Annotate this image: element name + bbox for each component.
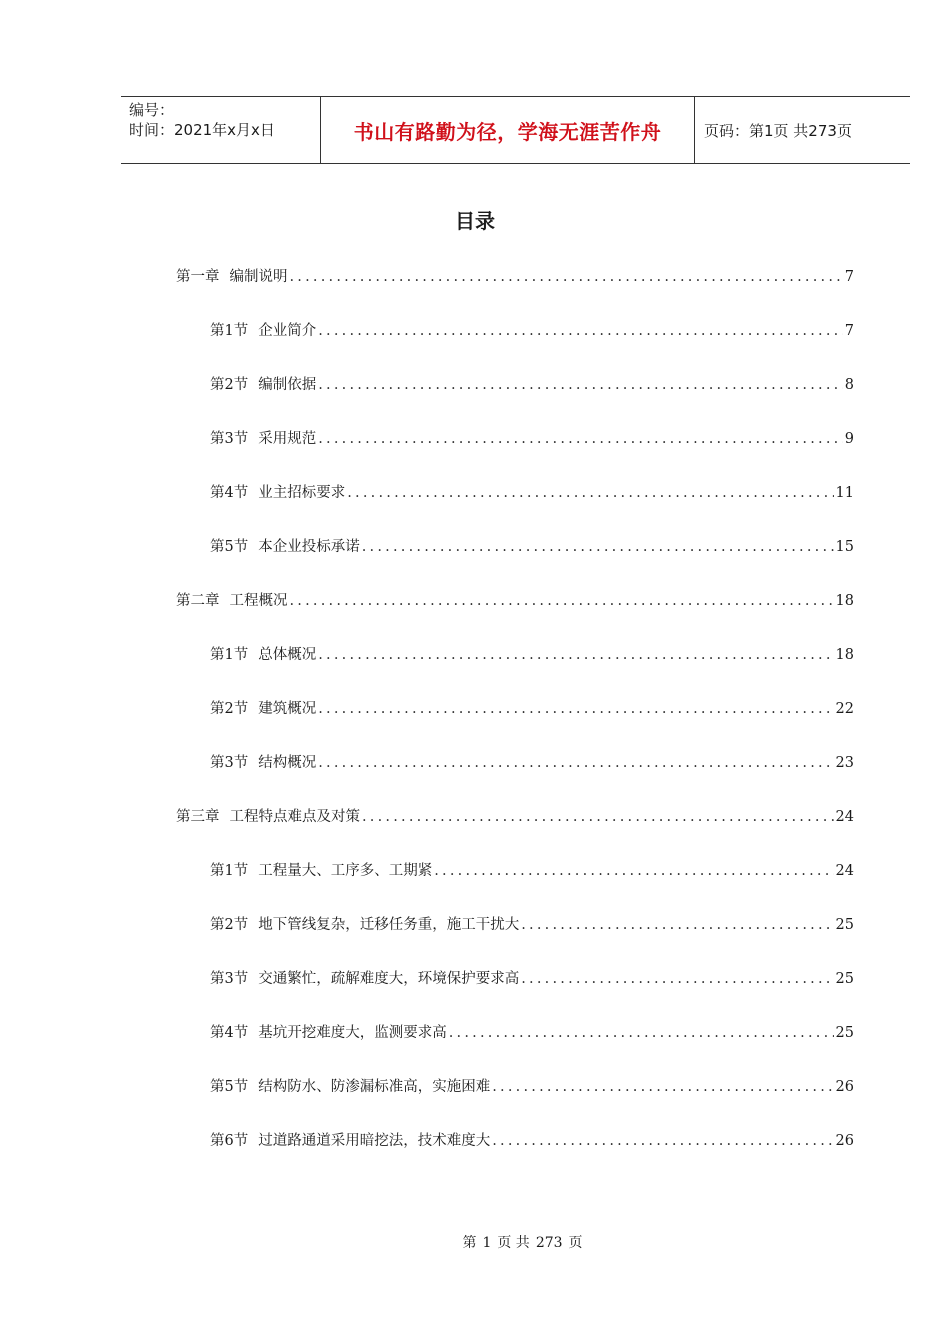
toc-entry-page-number: 26 xyxy=(835,1079,854,1095)
toc-entry-number: 第二章 xyxy=(176,593,220,609)
footer-mid: 页 共 xyxy=(497,1235,530,1251)
header-page-info: 页码：第1页 共273页 xyxy=(704,121,852,140)
toc-entry-number: 第1节 xyxy=(210,647,249,663)
toc-section-entry[interactable] xyxy=(210,643,854,667)
toc-chapter-entry[interactable] xyxy=(176,265,854,289)
toc-entry-label xyxy=(210,481,345,502)
toc-section-entry[interactable] xyxy=(210,1075,854,1099)
toc-entry-text: 工程量大、工序多、工期紧 xyxy=(258,863,433,879)
toc-entry-number: 第5节 xyxy=(210,1079,249,1095)
toc-entry-label xyxy=(210,1021,447,1042)
header-motto: 书山有路勤为径，学海无涯苦作舟 xyxy=(353,119,662,144)
toc-entry-page-number: 7 xyxy=(844,323,854,339)
toc-entry-page-number: 25 xyxy=(835,917,854,933)
toc-entry-text: 工程概况 xyxy=(229,593,288,609)
toc-entry-label xyxy=(210,751,316,772)
toc-entry-number: 第2节 xyxy=(210,701,249,717)
toc-entry-text: 编制说明 xyxy=(229,269,288,285)
toc-dot-leader xyxy=(288,269,843,285)
toc-dot-leader xyxy=(316,431,843,447)
toc-section-entry[interactable] xyxy=(210,967,854,991)
toc-dot-leader xyxy=(490,1079,833,1095)
toc-entry-text: 结构防水、防渗漏标准高，实施困难 xyxy=(258,1079,491,1095)
toc-dot-leader xyxy=(519,917,833,933)
toc-entry-text: 企业简介 xyxy=(258,323,317,339)
toc-section-entry[interactable] xyxy=(210,697,854,721)
toc-entry-number: 第3节 xyxy=(210,755,249,771)
toc-entry-number: 第1节 xyxy=(210,323,249,339)
toc-dot-leader xyxy=(316,647,833,663)
toc-entry-label xyxy=(210,967,519,988)
toc-entry-label xyxy=(210,859,432,880)
footer-prefix: 第 xyxy=(462,1235,477,1251)
toc-section-entry[interactable] xyxy=(210,751,854,775)
toc-entry-page-number: 23 xyxy=(835,755,854,771)
toc-entry-text: 结构概况 xyxy=(258,755,317,771)
toc-dot-leader xyxy=(490,1133,833,1149)
toc-entry-page-number: 25 xyxy=(835,971,854,987)
toc-dot-leader xyxy=(360,539,834,555)
toc-entry-label xyxy=(210,319,316,340)
toc-entry-text: 建筑概况 xyxy=(258,701,317,717)
toc-dot-leader xyxy=(316,701,833,717)
header-page-info-cell xyxy=(695,97,910,163)
toc-entry-number: 第一章 xyxy=(176,269,220,285)
toc-entry-text: 工程特点难点及对策 xyxy=(229,809,360,825)
toc-section-entry[interactable] xyxy=(210,481,854,505)
toc-chapter-entry[interactable] xyxy=(176,589,854,613)
toc-entry-text: 业主招标要求 xyxy=(258,485,346,501)
toc-entry-page-number: 7 xyxy=(844,269,854,285)
toc-title: 目录 xyxy=(455,209,495,233)
toc-dot-leader xyxy=(288,593,834,609)
toc-section-entry[interactable] xyxy=(210,859,854,883)
toc-entry-number: 第2节 xyxy=(210,917,249,933)
toc-entry-label xyxy=(176,805,360,826)
toc-entry-text: 地下管线复杂，迁移任务重，施工干扰大 xyxy=(258,917,520,933)
toc-entry-text: 总体概况 xyxy=(258,647,317,663)
toc-entry-label xyxy=(176,589,288,610)
toc-entry-label xyxy=(210,1075,490,1096)
toc-entry-page-number: 24 xyxy=(835,809,854,825)
toc-entry-page-number: 18 xyxy=(835,593,854,609)
toc-entry-number: 第3节 xyxy=(210,431,249,447)
toc-dot-leader xyxy=(316,323,843,339)
toc-entry-text: 基坑开挖难度大，监测要求高 xyxy=(258,1025,447,1041)
toc-section-entry[interactable] xyxy=(210,913,854,937)
toc-entry-label xyxy=(210,913,519,934)
toc-entry-label xyxy=(210,427,316,448)
toc-dot-leader xyxy=(345,485,833,501)
toc-dot-leader xyxy=(432,863,833,879)
toc-entry-page-number: 8 xyxy=(844,377,854,393)
toc-entry-text: 交通繁忙，疏解难度大，环境保护要求高 xyxy=(258,971,520,987)
header-time-label: 时间：2021年x月x日 xyxy=(129,121,275,139)
toc-entry-number: 第三章 xyxy=(176,809,220,825)
footer-current-page: 1 xyxy=(482,1235,492,1251)
toc-section-entry[interactable] xyxy=(210,1021,854,1045)
footer-total-pages: 273 xyxy=(535,1235,563,1251)
toc-entry-number: 第3节 xyxy=(210,971,249,987)
toc-dot-leader xyxy=(360,809,834,825)
toc-entry-page-number: 9 xyxy=(844,431,854,447)
footer-suffix: 页 xyxy=(568,1235,583,1251)
toc-entry-text: 采用规范 xyxy=(258,431,317,447)
toc-entry-label xyxy=(210,373,316,394)
toc-section-entry[interactable] xyxy=(210,535,854,559)
toc-entry-text: 过道路通道采用暗挖法，技术难度大 xyxy=(258,1133,491,1149)
toc-entry-page-number: 25 xyxy=(835,1025,854,1041)
toc-section-entry[interactable] xyxy=(210,427,854,451)
toc-dot-leader xyxy=(316,377,843,393)
toc-entry-number: 第4节 xyxy=(210,1025,249,1041)
toc-entry-number: 第6节 xyxy=(210,1133,249,1149)
header-number-label: 编号： xyxy=(129,101,175,119)
toc-entry-page-number: 18 xyxy=(835,647,854,663)
toc-entry-text: 本企业投标承诺 xyxy=(258,539,360,555)
toc-entry-page-number: 15 xyxy=(835,539,854,555)
toc-dot-leader xyxy=(519,971,833,987)
toc-entry-label xyxy=(210,535,360,556)
toc-section-entry[interactable] xyxy=(210,1129,854,1153)
toc-section-entry[interactable] xyxy=(210,319,854,343)
header-meta xyxy=(121,97,321,163)
toc-entry-page-number: 22 xyxy=(835,701,854,717)
toc-dot-leader xyxy=(447,1025,834,1041)
toc-entry-page-number: 24 xyxy=(835,863,854,879)
toc-chapter-entry[interactable] xyxy=(176,805,854,829)
toc-entry-page-number: 11 xyxy=(835,485,854,501)
document-header xyxy=(121,96,910,164)
toc-entry-page-number: 26 xyxy=(835,1133,854,1149)
header-motto-cell xyxy=(321,97,695,163)
toc-entry-number: 第5节 xyxy=(210,539,249,555)
toc-entry-number: 第2节 xyxy=(210,377,249,393)
toc-dot-leader xyxy=(316,755,833,771)
page-footer xyxy=(0,1232,950,1252)
toc-entry-label xyxy=(210,643,316,664)
toc-entry-label xyxy=(176,265,288,286)
toc-entry-text: 编制依据 xyxy=(258,377,317,393)
toc-entry-number: 第4节 xyxy=(210,485,249,501)
toc-entry-label xyxy=(210,1129,490,1150)
toc-section-entry[interactable] xyxy=(210,373,854,397)
toc-entry-label xyxy=(210,697,316,718)
toc-entry-number: 第1节 xyxy=(210,863,249,879)
